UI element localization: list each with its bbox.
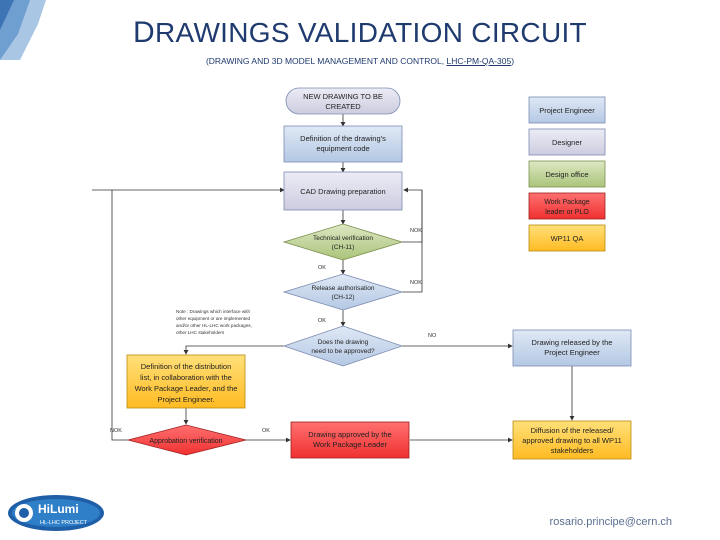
edge-label-no: NO	[428, 333, 437, 339]
legend-work-package-leader-label: Work Package	[544, 199, 590, 206]
legend-project-engineer	[529, 97, 605, 123]
node-diffusion-line: approved drawing to all WP11	[522, 436, 622, 445]
node-drawing-approved-line: Drawing approved by the	[308, 430, 392, 439]
edge-label-nok-release: NOK	[410, 280, 422, 286]
page-subtitle: (DRAWING AND 3D MODEL MANAGEMENT AND CONTROL, LHC-PM-QA-305)	[205, 56, 515, 66]
legend-design-office-label: Design office	[545, 170, 589, 179]
node-release-authorisation-line: Release authorisation	[311, 285, 375, 292]
node-drawing-released-line: Drawing released by the	[531, 338, 613, 347]
node-distribution-list-line: Definition of the distribution	[140, 362, 232, 371]
node-distribution-list-line: Project Engineer.	[157, 395, 215, 404]
legend-project-engineer-label: Project Engineer	[539, 106, 595, 115]
interface-note-line: other LHC stakeholders	[176, 330, 225, 335]
legend-designer-label: Designer	[551, 138, 583, 147]
node-diffusion-line: stakeholders	[550, 446, 594, 455]
interface-note-line: and/or other HL-LHC work packages,	[176, 323, 252, 328]
contact-email[interactable]: rosario.principe@cern.ch	[549, 516, 672, 528]
logo-name: HiLumi	[38, 502, 79, 516]
legend-design-office	[529, 161, 605, 187]
legend-designer	[529, 129, 605, 155]
node-definition-code-line: Definition of the drawing's	[300, 134, 386, 143]
page-title: DRAWINGS VALIDATION CIRCUIT	[133, 16, 587, 49]
interface-note-line: Note : Drawings which interface with	[176, 309, 251, 314]
node-distribution-list	[127, 355, 245, 408]
node-technical-verification-line: Technical verification	[313, 235, 373, 242]
edge-label-ok-technical: OK	[318, 265, 326, 271]
node-definition-code-line: equipment code	[316, 144, 370, 153]
node-drawing-released-line: Project Engineer	[544, 348, 600, 357]
edge-label-ok-release: OK	[318, 318, 326, 324]
node-technical-verification	[284, 224, 402, 260]
legend-work-package-leader	[529, 193, 605, 219]
legend-work-package-leader-label: leader or PLO	[545, 209, 589, 216]
interface-note-line: other equipment or are implemented	[176, 316, 251, 321]
node-approval-question-line: need to be approved?	[311, 348, 375, 355]
node-distribution-list-line: Work Package Leader, and the	[134, 384, 238, 393]
node-approval-question-line: Does the drawing	[317, 339, 369, 346]
node-cad-preparation	[284, 172, 402, 210]
node-diffusion	[513, 421, 631, 459]
node-approbation-verification	[128, 425, 246, 455]
node-approbation-verification-line: Approbation verification	[149, 438, 223, 445]
role-legend	[529, 97, 605, 251]
node-start-line: NEW DRAWING TO BE	[303, 92, 383, 101]
edge-label-ok-approbation: OK	[262, 428, 270, 434]
legend-wp11-qa-label: WP11 QA	[550, 234, 584, 243]
node-definition-code	[284, 126, 402, 162]
node-drawing-approved	[291, 422, 409, 458]
node-release-authorisation	[284, 274, 402, 310]
node-distribution-list-line: list, in collaboration with the	[140, 373, 232, 382]
node-release-authorisation-line: (CH-12)	[331, 294, 355, 301]
interface-note	[176, 309, 252, 335]
node-start	[286, 88, 400, 114]
node-diffusion-line: Diffusion of the released/	[530, 426, 614, 435]
edge-label-nok-approbation: NOK	[110, 428, 122, 434]
logo-subtitle: HL-LHC PROJECT	[40, 520, 88, 526]
document-reference: LHC-PM-QA-305	[446, 56, 512, 66]
node-drawing-released	[513, 330, 631, 366]
node-start-line: CREATED	[325, 102, 361, 111]
node-cad-preparation-line: CAD Drawing preparation	[300, 187, 386, 196]
node-approval-question	[284, 326, 402, 366]
node-drawing-approved-line: Work Package Leader	[312, 440, 388, 449]
legend-wp11-qa	[529, 225, 605, 251]
edge-label-nok-technical: NOK	[410, 228, 422, 234]
node-technical-verification-line: (CH-11)	[331, 244, 355, 251]
